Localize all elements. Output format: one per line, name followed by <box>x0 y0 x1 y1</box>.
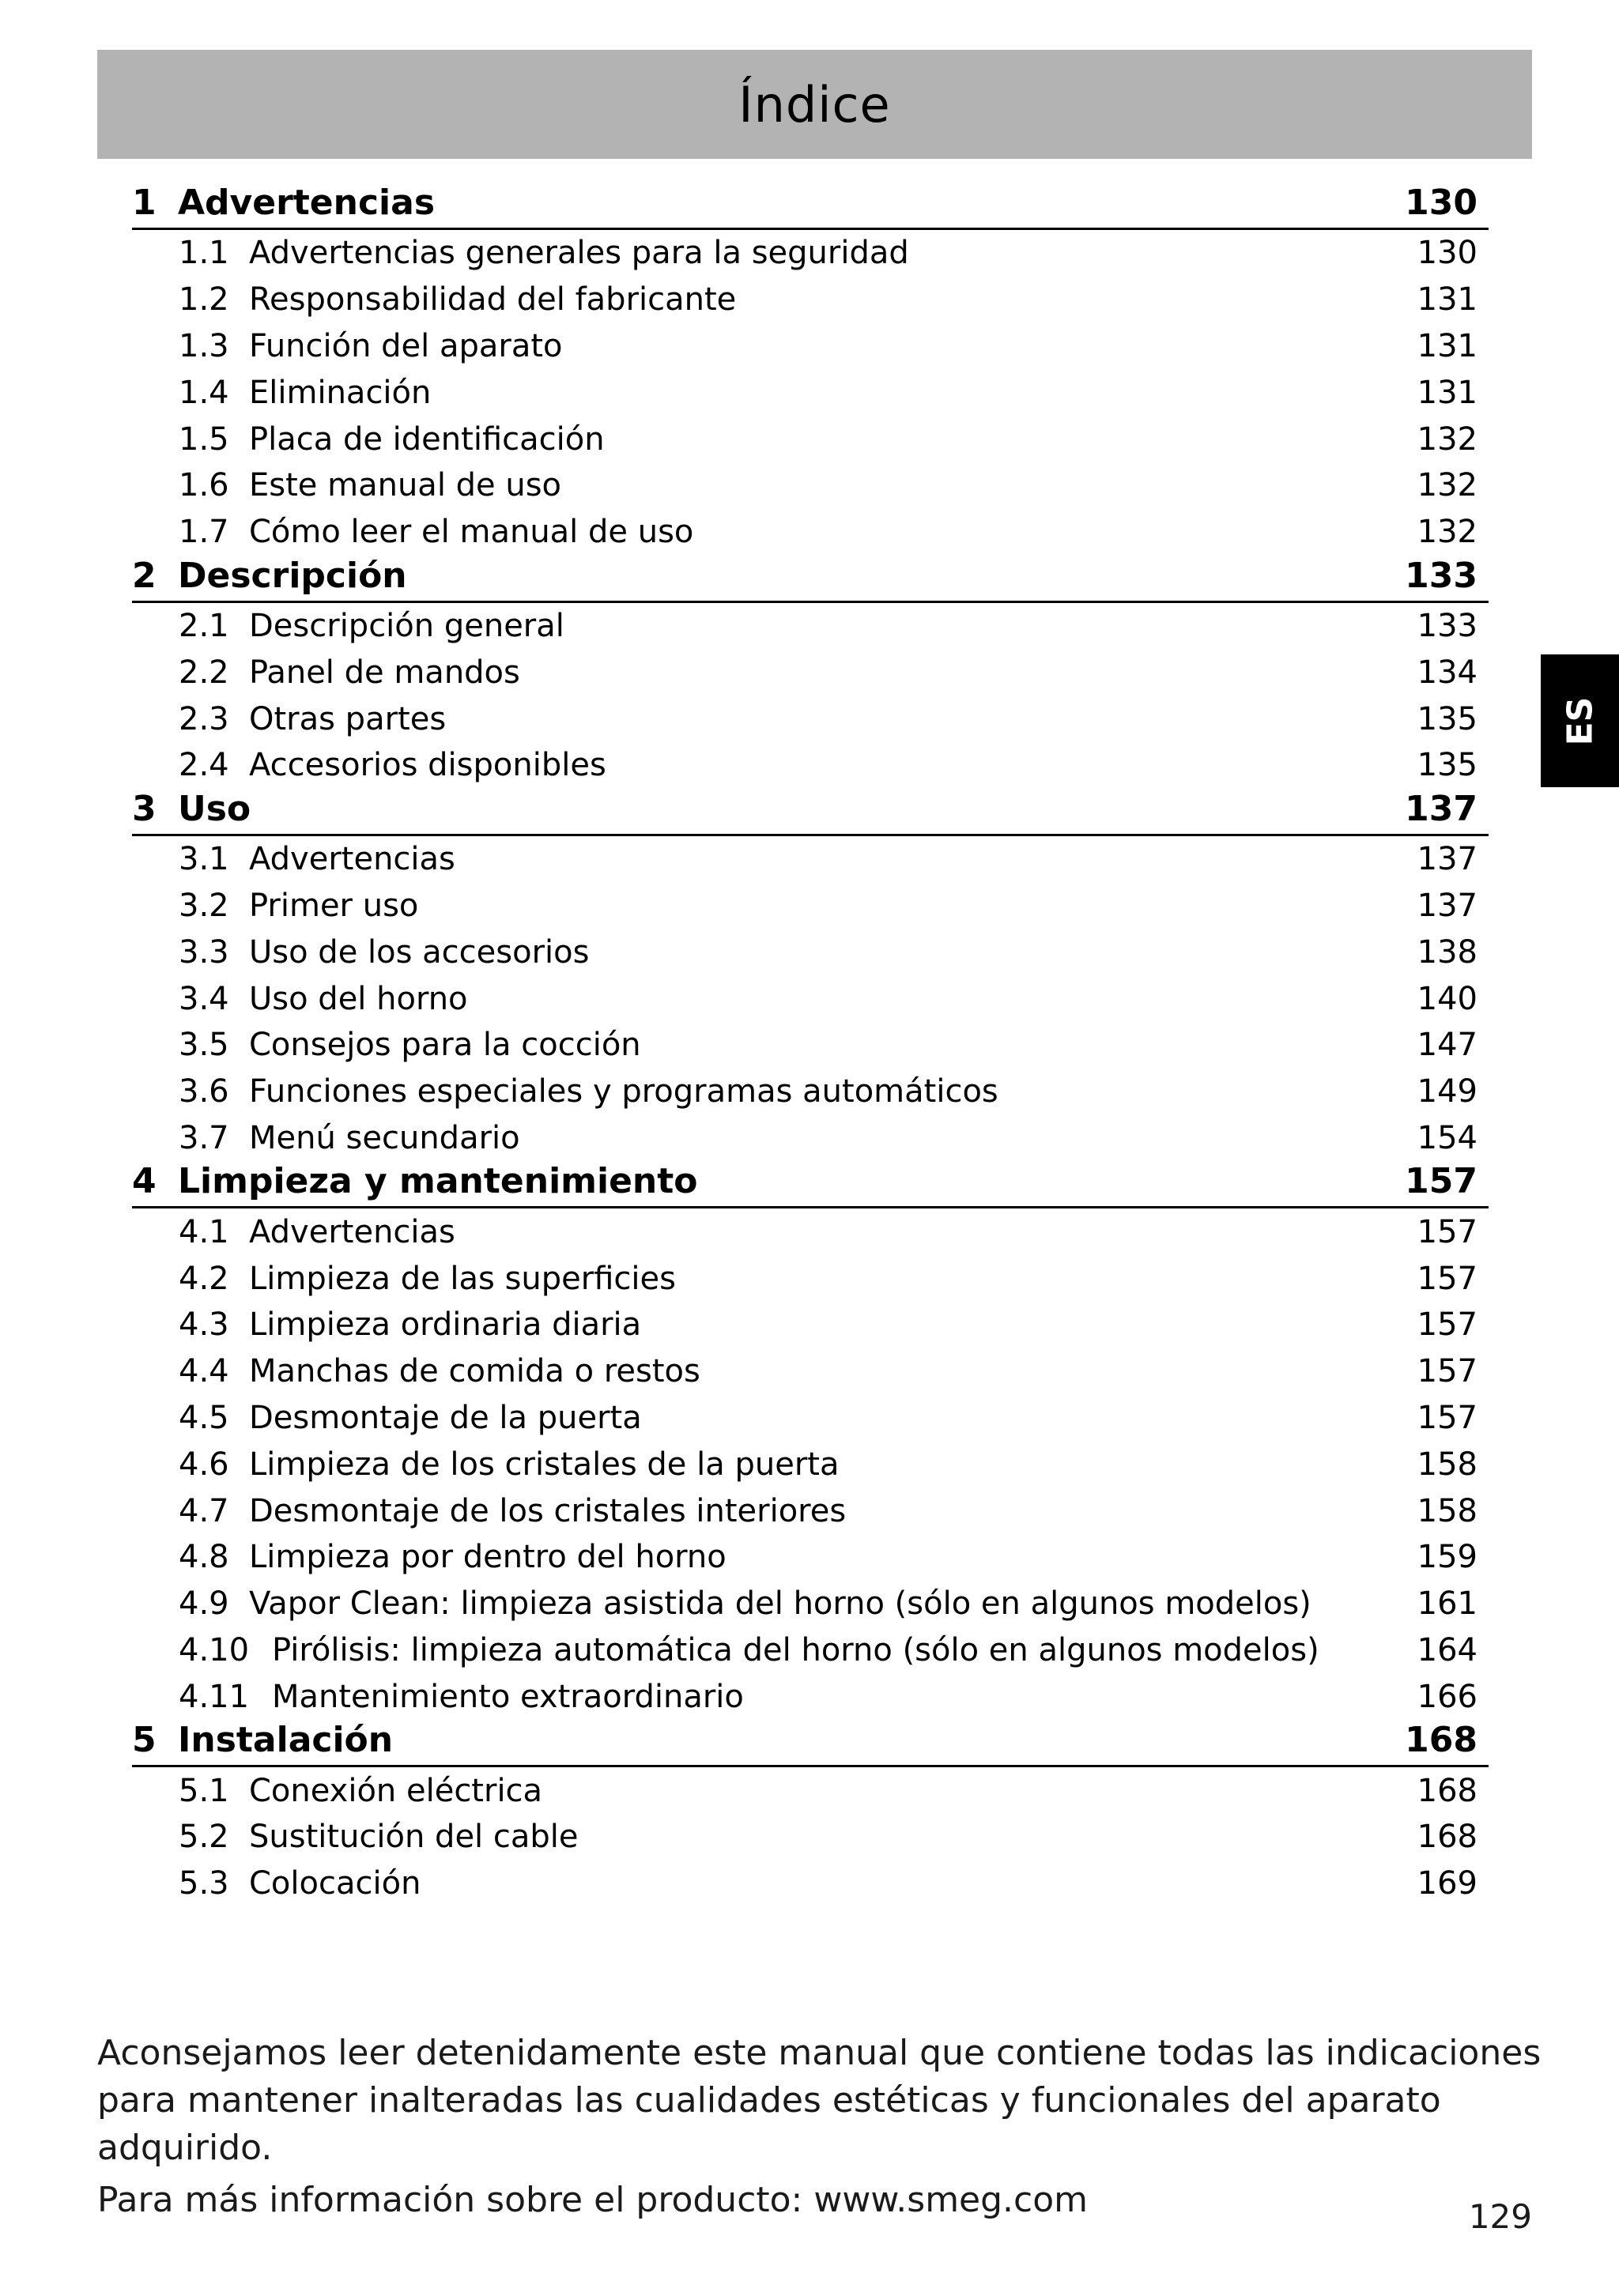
toc-section-number: 4.1 <box>179 1213 229 1250</box>
toc-section-row <box>132 1255 1489 1302</box>
toc-section-heading <box>179 841 455 877</box>
toc-section-number: 5.3 <box>179 1865 229 1902</box>
toc-section-title: Limpieza ordinaria diaria <box>249 1306 642 1344</box>
toc-section-title: Uso del horno <box>249 980 468 1017</box>
toc-section-row <box>132 1861 1489 1907</box>
toc-chapter-number: 4 <box>132 1161 157 1202</box>
toc-section-row <box>132 1673 1489 1720</box>
toc-chapter-row <box>132 1720 1489 1767</box>
toc-section-row <box>132 1441 1489 1487</box>
toc-section-row <box>132 1348 1489 1395</box>
toc-section-row <box>132 1767 1489 1814</box>
page-number: 129 <box>1468 2197 1532 2236</box>
footer-text <box>97 2030 1544 2224</box>
toc-chapter-heading <box>132 789 251 829</box>
toc-chapter-number: 5 <box>132 1720 157 1761</box>
toc-section-number: 3.6 <box>179 1073 229 1110</box>
toc-section-title: Colocación <box>249 1865 421 1902</box>
toc-section-title: Función del aparato <box>249 327 563 364</box>
toc-section-page: 161 <box>1417 1585 1477 1623</box>
toc-chapter-row <box>132 789 1489 836</box>
table-of-contents <box>132 183 1489 1907</box>
toc-section-page: 132 <box>1417 467 1477 504</box>
toc-section-title: Desmontaje de la puerta <box>249 1399 642 1436</box>
toc-section-page: 131 <box>1417 374 1477 411</box>
toc-section-heading <box>179 1632 1319 1668</box>
toc-section-page: 157 <box>1417 1399 1477 1436</box>
toc-section-number: 4.4 <box>179 1353 229 1390</box>
toc-chapter-heading <box>132 1720 393 1760</box>
toc-section-heading <box>179 235 909 271</box>
toc-section-number: 2.1 <box>179 607 229 644</box>
toc-section-page: 135 <box>1417 747 1477 784</box>
toc-section-number: 4.7 <box>179 1492 229 1529</box>
toc-section-title: Advertencias <box>249 1213 455 1250</box>
toc-section-title: Descripción general <box>249 607 564 644</box>
toc-section-page: 135 <box>1417 700 1477 737</box>
toc-section-page: 158 <box>1417 1492 1477 1529</box>
toc-section-heading <box>179 1027 641 1063</box>
toc-section-row <box>132 230 1489 277</box>
toc-section-row <box>132 1581 1489 1627</box>
toc-section-heading <box>179 654 520 691</box>
toc-section-title: Advertencias <box>249 841 455 878</box>
toc-section-row <box>132 975 1489 1022</box>
toc-section-title: Funciones especiales y programas automáticos <box>249 1073 998 1110</box>
toc-chapter-heading <box>132 183 435 223</box>
toc-section-title: Placa de identificación <box>249 420 605 458</box>
toc-chapter-row <box>132 1161 1489 1208</box>
toc-section-number: 1.2 <box>179 281 229 319</box>
toc-section-title: Conexión eléctrica <box>249 1772 543 1809</box>
toc-section-number: 3.7 <box>179 1119 229 1156</box>
toc-section-row <box>132 1115 1489 1162</box>
language-tab-label: ES <box>1560 696 1600 745</box>
toc-section-title: Limpieza de los cristales de la puerta <box>249 1446 840 1483</box>
toc-section-page: 154 <box>1417 1119 1477 1156</box>
toc-section-heading <box>179 1353 700 1389</box>
toc-section-row <box>132 1022 1489 1069</box>
toc-section-title: Uso de los accesorios <box>249 933 590 971</box>
toc-section-heading <box>179 1865 421 1902</box>
toc-section-number: 4.11 <box>179 1678 250 1715</box>
toc-section-number: 1.3 <box>179 327 229 364</box>
toc-chapter-page: 130 <box>1405 183 1477 223</box>
toc-section-number: 5.2 <box>179 1819 229 1856</box>
toc-chapter-page: 157 <box>1405 1161 1477 1202</box>
toc-section-page: 147 <box>1417 1027 1477 1064</box>
toc-section-heading <box>179 1819 579 1855</box>
toc-chapter-title: Descripción <box>178 555 407 596</box>
toc-section-title: Mantenimiento extraordinario <box>272 1678 744 1715</box>
toc-section-heading <box>179 1400 642 1436</box>
toc-chapter-number: 3 <box>132 788 157 829</box>
toc-section-row <box>132 649 1489 696</box>
toc-section-title: Responsabilidad del fabricante <box>249 281 737 319</box>
toc-section-title: Desmontaje de los cristales interiores <box>249 1492 847 1529</box>
toc-section-heading <box>179 608 564 644</box>
toc-chapter-number: 1 <box>132 183 157 223</box>
toc-section-row <box>132 1208 1489 1255</box>
toc-section-heading <box>179 1493 846 1529</box>
toc-section-title: Vapor Clean: limpieza asistida del horno (sólo en algunos modelos) <box>249 1585 1311 1623</box>
toc-section-heading <box>179 375 431 411</box>
toc-section-heading <box>179 467 561 503</box>
toc-section-row <box>132 1814 1489 1861</box>
toc-section-title: Limpieza de las superficies <box>249 1260 676 1297</box>
language-tab <box>1541 654 1619 787</box>
toc-section-page: 132 <box>1417 514 1477 551</box>
toc-section-page: 159 <box>1417 1539 1477 1576</box>
toc-section-page: 134 <box>1417 654 1477 691</box>
toc-section-title: Limpieza por dentro del horno <box>249 1539 726 1576</box>
toc-section-heading <box>179 747 606 783</box>
toc-chapter-page: 168 <box>1405 1720 1477 1761</box>
toc-section-heading <box>179 1773 542 1809</box>
toc-section-heading <box>179 1446 839 1483</box>
toc-section-number: 5.1 <box>179 1772 229 1809</box>
toc-section-title: Sustitución del cable <box>249 1819 579 1856</box>
toc-section-heading <box>179 328 563 364</box>
toc-chapter-heading <box>132 556 407 596</box>
toc-section-page: 149 <box>1417 1073 1477 1110</box>
toc-section-title: Manchas de comida o restos <box>249 1353 700 1390</box>
toc-section-row <box>132 1627 1489 1674</box>
toc-section-title: Primer uso <box>249 887 419 924</box>
toc-section-page: 168 <box>1417 1819 1477 1856</box>
toc-section-title: Menú secundario <box>249 1119 520 1156</box>
toc-section-page: 131 <box>1417 281 1477 319</box>
toc-section-title: Otras partes <box>249 700 447 737</box>
toc-section-row <box>132 277 1489 323</box>
toc-chapter-title: Limpieza y mantenimiento <box>178 1161 698 1202</box>
toc-section-number: 1.7 <box>179 514 229 551</box>
toc-section-row <box>132 742 1489 789</box>
toc-section-number: 3.2 <box>179 887 229 924</box>
toc-chapter-title: Advertencias <box>178 183 436 223</box>
toc-section-number: 4.3 <box>179 1306 229 1344</box>
toc-section-number: 1.5 <box>179 420 229 458</box>
toc-section-number: 2.2 <box>179 654 229 691</box>
toc-section-number: 4.2 <box>179 1260 229 1297</box>
toc-section-page: 131 <box>1417 327 1477 364</box>
toc-section-row <box>132 696 1489 742</box>
toc-section-number: 3.1 <box>179 841 229 878</box>
toc-section-page: 133 <box>1417 607 1477 644</box>
toc-section-number: 4.9 <box>179 1585 229 1623</box>
toc-section-heading <box>179 421 605 458</box>
toc-section-heading <box>179 981 468 1017</box>
toc-chapter-title: Instalación <box>178 1720 394 1761</box>
toc-section-number: 2.4 <box>179 747 229 784</box>
toc-section-page: 166 <box>1417 1678 1477 1715</box>
toc-section-row <box>132 1069 1489 1115</box>
toc-chapter-row <box>132 183 1489 230</box>
toc-section-number: 4.6 <box>179 1446 229 1483</box>
toc-section-title: Accesorios disponibles <box>249 747 606 784</box>
toc-section-number: 1.6 <box>179 467 229 504</box>
toc-chapter-title: Uso <box>178 788 251 829</box>
toc-section-page: 169 <box>1417 1865 1477 1902</box>
toc-section-row <box>132 509 1489 556</box>
toc-section-title: Pirólisis: limpieza automática del horno (sólo en algunos modelos) <box>272 1631 1319 1668</box>
toc-section-row <box>132 836 1489 883</box>
toc-section-title: Advertencias generales para la seguridad <box>249 235 909 272</box>
toc-chapter-page: 137 <box>1405 788 1477 829</box>
toc-section-row <box>132 1302 1489 1348</box>
toc-section-page: 157 <box>1417 1353 1477 1390</box>
toc-section-row <box>132 603 1489 650</box>
more-info-paragraph: Para más información sobre el producto: www.smeg.com <box>97 2180 1089 2220</box>
toc-section-heading <box>179 701 446 737</box>
toc-section-row <box>132 929 1489 975</box>
toc-section-page: 157 <box>1417 1260 1477 1297</box>
toc-section-number: 3.4 <box>179 980 229 1017</box>
toc-section-row <box>132 462 1489 509</box>
toc-section-row <box>132 1487 1489 1534</box>
toc-section-row <box>132 369 1489 416</box>
toc-section-heading <box>179 1539 726 1575</box>
toc-section-number: 2.3 <box>179 700 229 737</box>
toc-section-heading <box>179 1306 641 1343</box>
toc-section-title: Eliminación <box>249 374 432 411</box>
toc-section-number: 3.5 <box>179 1027 229 1064</box>
toc-section-title: Consejos para la cocción <box>249 1027 641 1064</box>
toc-section-row <box>132 883 1489 929</box>
toc-section-page: 158 <box>1417 1446 1477 1483</box>
toc-section-page: 138 <box>1417 933 1477 971</box>
toc-section-page: 137 <box>1417 887 1477 924</box>
toc-section-row <box>132 1395 1489 1442</box>
toc-section-heading <box>179 1585 1311 1622</box>
toc-section-page: 168 <box>1417 1772 1477 1809</box>
toc-section-title: Panel de mandos <box>249 654 520 691</box>
page-title: Índice <box>738 75 891 134</box>
toc-section-page: 164 <box>1417 1631 1477 1668</box>
toc-section-title: Cómo leer el manual de uso <box>249 514 694 551</box>
toc-section-number: 3.3 <box>179 933 229 971</box>
toc-section-page: 132 <box>1417 420 1477 458</box>
toc-section-number: 1.4 <box>179 374 229 411</box>
toc-section-heading <box>179 1120 520 1156</box>
toc-chapter-number: 2 <box>132 555 157 596</box>
toc-section-page: 140 <box>1417 980 1477 1017</box>
toc-section-heading <box>179 281 736 318</box>
toc-section-number: 1.1 <box>179 235 229 272</box>
toc-section-number: 4.5 <box>179 1399 229 1436</box>
toc-section-row <box>132 323 1489 370</box>
toc-section-page: 137 <box>1417 841 1477 878</box>
toc-section-row <box>132 1534 1489 1581</box>
toc-section-page: 157 <box>1417 1306 1477 1344</box>
toc-section-heading <box>179 1679 744 1715</box>
toc-section-heading <box>179 888 418 924</box>
toc-section-title: Este manual de uso <box>249 467 562 504</box>
toc-section-page: 130 <box>1417 235 1477 272</box>
toc-chapter-page: 133 <box>1405 555 1477 596</box>
title-bar <box>97 50 1532 159</box>
advice-paragraph: Aconsejamos leer detenidamente este manual que contiene todas las indicaciones para mantener inalteradas las cualidades estéticas y funcionales del aparato adquirido. <box>97 2033 1542 2168</box>
toc-section-heading <box>179 514 693 550</box>
toc-section-row <box>132 416 1489 462</box>
toc-chapter-heading <box>132 1161 698 1201</box>
toc-section-number: 4.8 <box>179 1539 229 1576</box>
toc-section-heading <box>179 1261 676 1297</box>
toc-chapter-row <box>132 556 1489 603</box>
toc-section-heading <box>179 1073 998 1110</box>
toc-section-page: 157 <box>1417 1213 1477 1250</box>
toc-section-heading <box>179 1214 455 1250</box>
toc-section-number: 4.10 <box>179 1631 250 1668</box>
toc-section-heading <box>179 934 589 971</box>
